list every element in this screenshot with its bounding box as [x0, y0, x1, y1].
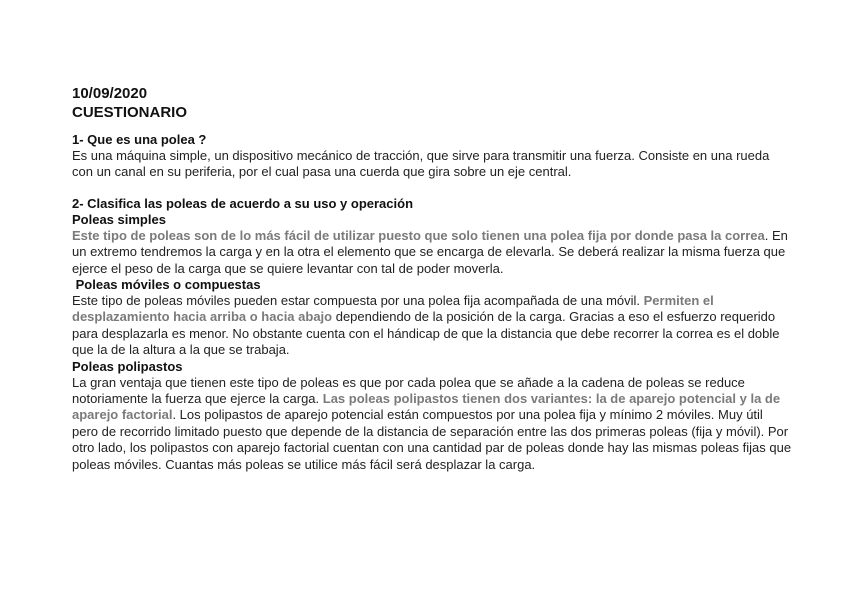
poleas-polipastos-text-before: La gran ventaja que tienen este tipo de poleas es que por cada polea que se añade a la cadena de poleas se reduce notoriamente la fuerza que ejerce la carga.: [72, 374, 745, 407]
document-body: [72, 84, 792, 473]
question-1-answer: Es una máquina simple, un dispositivo mecánico de tracción, que sirve para transmitir una fuerza. Consiste en una rueda con un canal en su periferia, por el cual pasa una cuerda que gira sobre un eje central.: [72, 148, 770, 180]
question-2-heading: 2- Clasifica las poleas de acuerdo a su uso y operación: [72, 195, 414, 211]
poleas-simples-rest: . En un extremo tendremos la carga y en la otra el elemento que se encarga de elevarla. Se deberá realizar la misma fuerza que ejerce el peso de la carga que se quiere levantar con tal de poder moverla.: [72, 227, 788, 276]
document-date: 10/09/2020: [72, 85, 148, 102]
poleas-moviles-text-after: dependiendo de la posición de la carga. Gracias a eso el esfuerzo requerido para desplazarla es menor. No obstante cuenta con el hándicap de que la distancia que debe recorrer la correa es el doble que la de la altura a la que se trabaja.: [72, 309, 780, 358]
poleas-moviles-highlight: Permiten el desplazamiento hacia arriba o hacia abajo: [72, 293, 714, 325]
poleas-polipastos-highlight: Las poleas polipastos tienen dos variantes: la de aparejo potencial y la de aparejo factorial: [72, 391, 781, 423]
poleas-moviles-text: [72, 293, 792, 359]
document-title: CUESTIONARIO: [72, 104, 188, 121]
poleas-simples-highlight: Este tipo de poleas son de lo más fácil de utilizar puesto que solo tienen una polea fija por donde pasa la correa: [72, 227, 765, 243]
poleas-simples-heading: Poleas simples: [72, 211, 166, 227]
poleas-moviles-text-before: Este tipo de poleas móviles pueden estar compuesta por una polea fija acompañada de una móvil.: [72, 293, 644, 309]
poleas-polipastos-heading: Poleas polipastos: [72, 358, 183, 374]
poleas-polipastos-text: [72, 375, 792, 473]
poleas-simples-text: [72, 228, 792, 277]
question-1-heading: 1- Que es una polea ?: [72, 132, 207, 147]
poleas-polipastos-text-after: . Los polipastos de aparejo potencial están compuestos por una polea fija y mínimo 2 móviles. Muy útil pero de recorrido limitado puesto que depende de la distancia de separación entre las dos primeras poleas (fija y móvil). Por otro lado, los polipastos con aparejo factorial cuentan con una cantidad par de poleas donde hay las mismas poleas fijas que poleas móviles. Cuantas más poleas se utilice más fácil será desplazar la carga.: [72, 407, 792, 472]
poleas-moviles-heading: Poleas móviles o compuestas: [72, 277, 261, 293]
